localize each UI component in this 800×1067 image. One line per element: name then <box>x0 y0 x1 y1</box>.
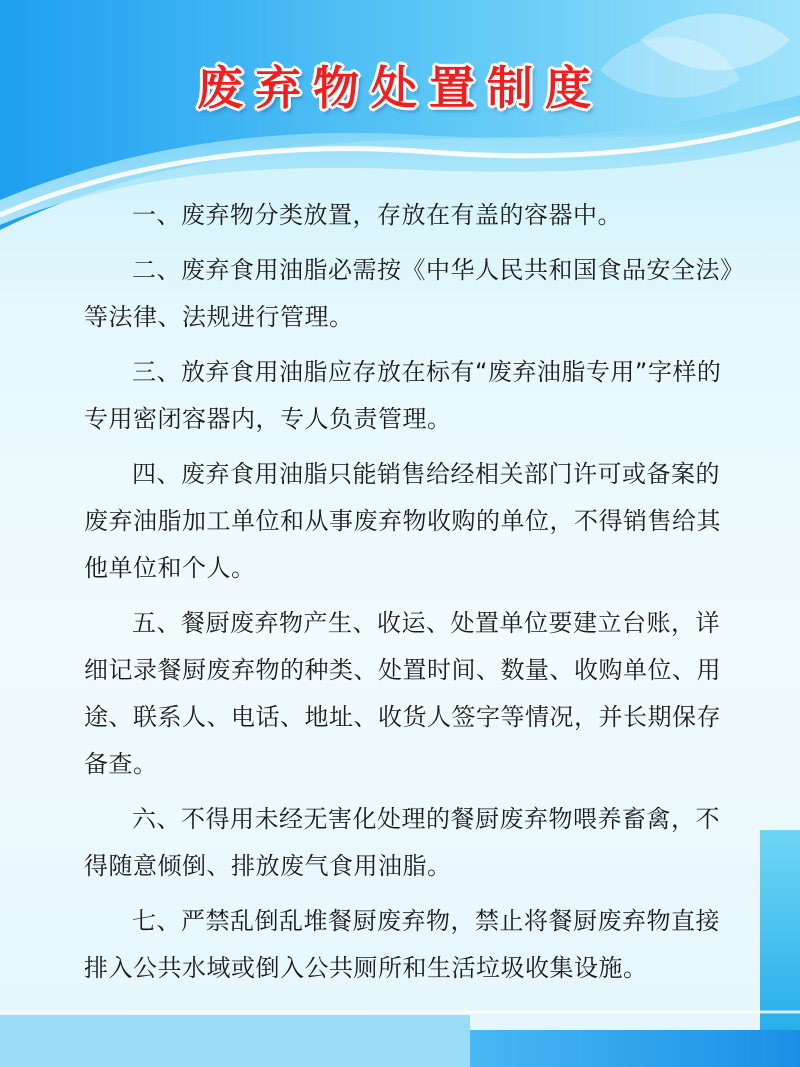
regulation-item: 七、严禁乱倒乱堆餐厨废弃物，禁止将餐厨废弃物直接排入公共水域或倒入公共厕所和生活垃圾收集设施。 <box>84 907 720 982</box>
regulation-item: 三、放弃食用油脂应存放在标有“废弃油脂专用”字样的专用密闭容器内，专人负责管理。 <box>84 358 722 433</box>
regulation-item: 四、废弃食用油脂只能销售给经相关部门许可或备案的废弃油脂加工单位和从事废弃物收购的单位，不得销售给其他单位和个人。 <box>84 460 721 582</box>
page-title: 废弃物处置制度 <box>197 61 603 115</box>
regulation-list <box>84 192 734 1000</box>
regulation-item: 五、餐厨废弃物产生、收运、处置单位要建立台账，详细记录餐厨废弃物的种类、处置时间、数量、收购单位、用途、联系人、电话、地址、收货人签字等情况，并长期保存备查。 <box>84 609 721 778</box>
regulation-item: 六、不得用未经无害化处理的餐厨废弃物喂养畜禽，不得随意倾倒、排放废气食用油脂。 <box>84 805 720 880</box>
regulation-item: 一、废弃物分类放置，存放在有盖的容器中。 <box>132 201 622 229</box>
bottom-band-light <box>0 1015 470 1067</box>
regulation-item: 二、废弃食用油脂必需按《中华人民共和国食品安全法》等法律、法规进行管理。 <box>84 256 733 331</box>
bottom-band-dark <box>470 1030 800 1067</box>
